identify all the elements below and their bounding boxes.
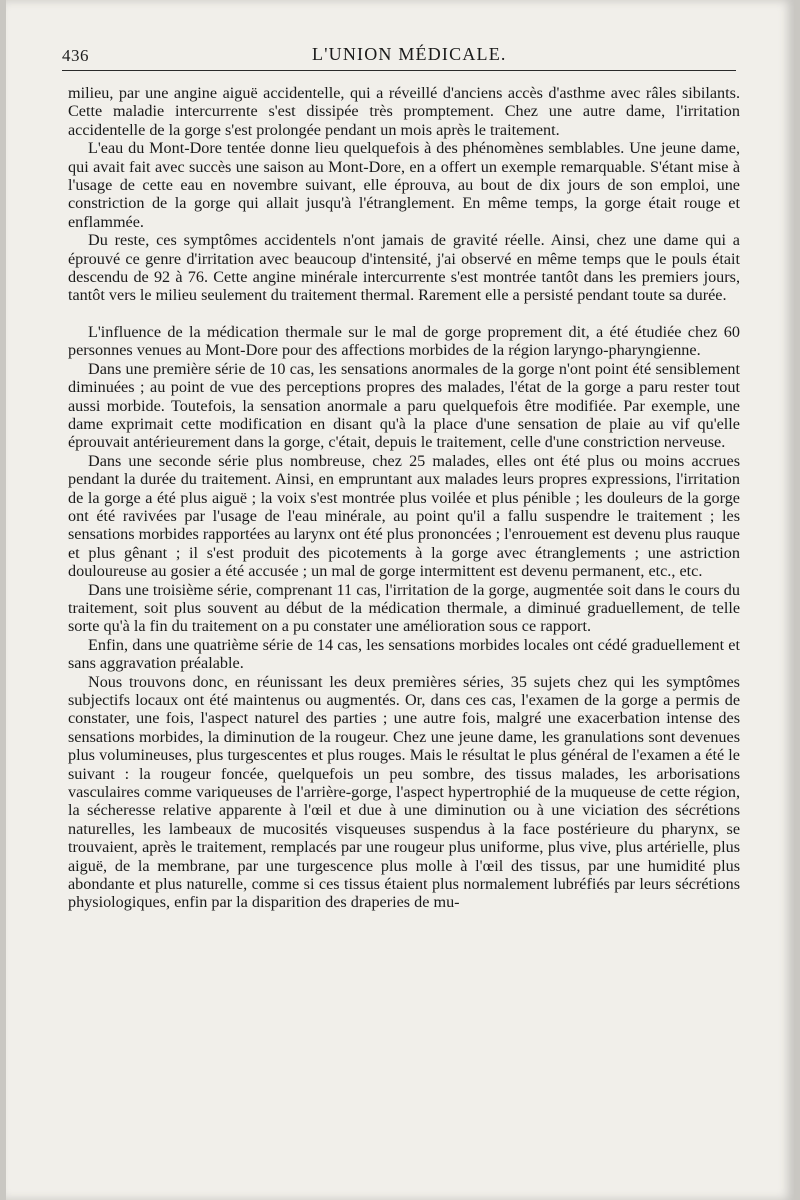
book-page [6,0,794,1200]
paragraph: Du reste, ces symptômes accidentels n'ont jamais de gravité réelle. Ainsi, chez une dame qui a éprouvé ce genre d'irritation avec beaucoup d'intensité, j'ai observé en même temps que le pouls était descendu de 92 à 76. Cette angine minérale intercurrente s'est montrée tantôt dans les premiers jours, tantôt vers le milieu seulement du traitement thermal. Rarement elle a persisté pendant toute sa durée. [68,231,740,305]
paragraph-continuation: milieu, par une angine aiguë accidentelle, qui a réveillé d'anciens accès d'asthme avec râles sibilants. Cette maladie intercurrente s'est dissipée très promptement. Chez une autre dame, l'irritation accidentelle de la gorge s'est prolongée pendant un mois après le traitement. [68,84,740,139]
paragraph: Nous trouvons donc, en réunissant les deux premières séries, 35 sujets chez qui les symptômes subjectifs locaux ont été maintenus ou augmentés. Or, dans ces cas, l'examen de la gorge a permis de constater, une fois, l'aspect naturel des parties ; une autre fois, malgré une exacerbation intense des sensations morbides, la diminution de la rougeur. Chez une jeune dame, les granulations sont devenues plus volumineuses, plus turgescentes et plus rouges. Mais le résultat le plus général de l'examen a été le suivant : la rougeur foncée, quelquefois un peu sombre, des tissus malades, les arborisations vasculaires comme variqueuses de l'arrière-gorge, l'aspect hypertrophié de la muqueuse de cette région, la sécheresse relative apparente à l'œil et due à une diminution ou à une viciation des sécrétions naturelles, les lambeaux de mucosités visqueuses suspendus à la face postérieure du pharynx, se trouvaient, après le traitement, remplacés par une rougeur plus uniforme, plus vive, plus artérielle, plus aiguë, de la membrane, par une turgescence plus molle à l'œil des tissus, par une humidité plus abondante et plus naturelle, comme si ces tissus étaient plus normalement lubréfiés par leurs sécrétions physiologiques, enfin par la disparition des draperies de mu- [68,672,740,912]
paragraph: Dans une troisième série, comprenant 11 cas, l'irritation de la gorge, augmentée soit dans le cours du traitement, soit plus souvent au début de la médication thermale, a diminué graduellement, de telle sorte qu'à la fin du traitement on a pu constater une amélioration sous ce rapport. [68,580,740,636]
header-rule [62,70,736,71]
paragraph: Enfin, dans une quatrième série de 14 cas, les sensations morbides locales ont cédé graduellement et sans aggravation préalable. [68,635,740,673]
running-title: L'UNION MÉDICALE. [312,44,507,64]
body-text [68,84,740,912]
page-header [62,40,742,68]
page-number: 436 [62,46,89,65]
paragraph: Dans une seconde série plus nombreuse, chez 25 malades, elles ont été plus ou moins accrues pendant la durée du traitement. Ainsi, en empruntant aux malades leurs propres expressions, l'irritation de la gorge a été plus aiguë ; la voix s'est montrée plus voilée et plus pénible ; les douleurs de la gorge ont été ravivées par l'usage de l'eau minérale, au point qu'il a fallu suspendre le traitement ; les sensations morbides rapportées au larynx ont été plus prononcées ; l'enrouement est devenu plus rauque et plus gênant ; il s'est produit des picotements à la gorge avec étranglements ; une astriction douloureuse au gosier a été accusée ; un mal de gorge intermittent est devenu permanent, etc., etc. [68,451,740,581]
paragraph: L'influence de la médication thermale sur le mal de gorge proprement dit, a été étudiée chez 60 personnes venues au Mont-Dore pour des affections morbides de la région laryngo-pharyngienne. [68,322,740,360]
paragraph: Dans une première série de 10 cas, les sensations anormales de la gorge n'ont point été sensiblement diminuées ; au point de vue des perceptions propres des malades, l'état de la gorge a paru rester tout aussi morbide. Toutefois, la sensation anormale a paru quelquefois être modifiée. Par exemple, une dame exprimait cette modification en disant qu'à la place d'une sensation de plaie au vif qu'elle éprouvait antérieurement dans la gorge, c'était, depuis le traitement, celle d'une constriction nerveuse. [68,359,740,452]
paragraph: L'eau du Mont-Dore tentée donne lieu quelquefois à des phénomènes semblables. Une jeune dame, qui avait fait avec succès une saison au Mont-Dore, en a offert un exemple remarquable. S'étant mise à l'usage de cette eau en novembre suivant, elle éprouva, au bout de dix jours de son emploi, une constriction de la gorge qui allait jusqu'à l'étranglement. En même temps, la gorge était rouge et enflammée. [68,139,740,231]
